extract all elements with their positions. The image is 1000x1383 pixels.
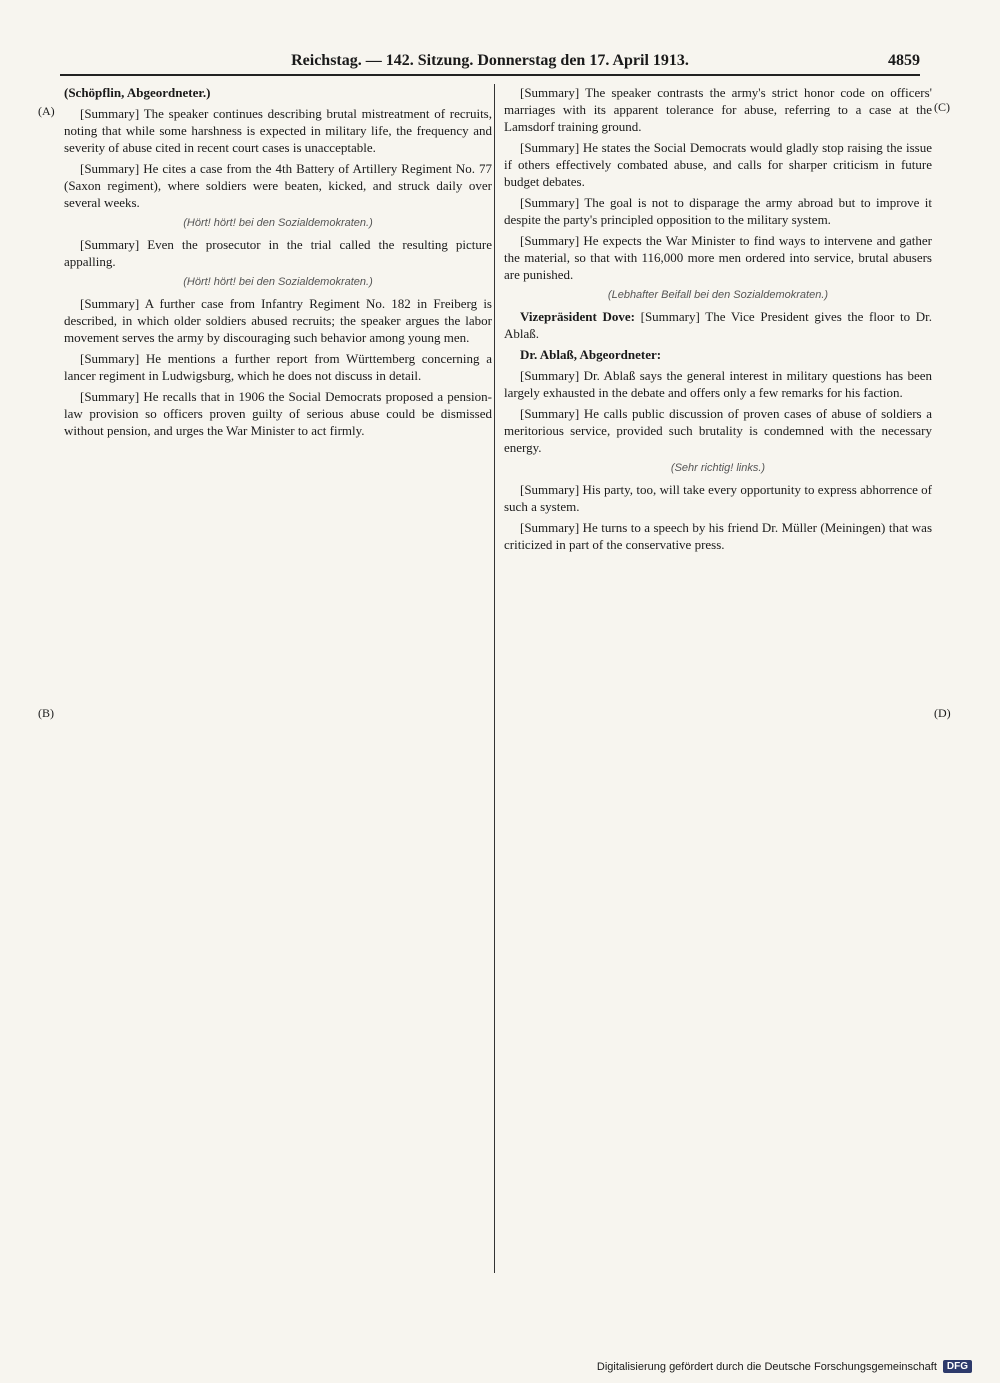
dfg-logo: DFG [943,1360,972,1373]
paragraph: [Summary] The goal is not to disparage the army abroad but to improve it despite the party's principled opposition to the military system. [504,195,932,227]
left-column [64,84,492,1273]
paragraph: [Summary] He states the Social Democrats would gladly stop raising the issue if others effectively combated abuse, and calls for sharper criticism in future budget debates. [504,140,932,189]
paragraph: [Summary] The speaker contrasts the army's strict honor code on officers' marriages with its apparent tolerance for abuse, referring to a case at the Lamsdorf training ground. [504,85,932,134]
paragraph: [Summary] He expects the War Minister to find ways to intervene and gather the material, so that with 116,000 more men ordered into service, brutal abusers are punished. [504,233,932,282]
right-column [504,84,932,1273]
vice-president-text: [Summary] The Vice President gives the floor to Dr. Ablaß. [504,309,932,341]
paragraph: [Summary] The speaker continues describing brutal mistreatment of recruits, noting that while some harshness is expected in military life, the frequency and severity of abuse cited in recent court cases is unacceptable. [64,106,492,155]
paragraph: [Summary] A further case from Infantry Regiment No. 182 in Freiberg is described, in which older soldiers abused recruits; the speaker argues the labor movement serves the army by discouraging such behavior among young men. [64,296,492,345]
paragraph: [Summary] He cites a case from the 4th Battery of Artillery Regiment No. 77 (Saxon regiment), where soldiers were beaten, kicked, and struck daily over several weeks. [64,161,492,210]
margin-mark-c: (C) [934,100,950,114]
next-speaker: Dr. Ablaß, Abgeordneter: [520,347,662,362]
paragraph: [Summary] Dr. Ablaß says the general interest in military questions has been largely exhausted in the debate and offers only a few remarks for his faction. [504,368,932,400]
header-title: Reichstag. — 142. Sitzung. Donnerstag den 17. April 1913. [291,52,689,69]
applause: (Lebhafter Beifall bei den Sozialdemokraten.) [607,289,829,301]
paragraph: [Summary] He turns to a speech by his friend Dr. Müller (Meiningen) that was criticized in part of the conservative press. [504,520,932,552]
margin-mark-b: (B) [38,706,54,720]
paragraph: [Summary] He calls public discussion of proven cases of abuse of soldiers a meritorious service, provided such brutality is condemned with the necessary energy. [504,406,932,455]
paragraph: [Summary] He mentions a further report from Württemberg concerning a lancer regiment in Ludwigsburg, which he does not discuss in detail. [64,351,492,383]
interjection: (Hört! hört! bei den Sozialdemokraten.) [183,217,373,229]
margin-mark-a: (A) [38,104,55,118]
footer [597,1360,972,1373]
page-number: 4859 [888,52,920,69]
page-header [60,50,920,76]
interjection: (Hört! hört! bei den Sozialdemokraten.) [183,276,373,288]
paragraph: [Summary] His party, too, will take every opportunity to express abhorrence of such a system. [504,482,932,514]
paragraph: [Summary] Even the prosecutor in the trial called the resulting picture appalling. [64,237,492,269]
margin-mark-d: (D) [934,706,951,720]
footer-credit: Digitalisierung gefördert durch die Deutsche Forschungsgemeinschaft [596,1360,937,1373]
paragraph: [Summary] He recalls that in 1906 the Social Democrats proposed a pension-law provision so officers proven guilty of serious abuse could be dismissed without pension, and urges the War Minister to act firmly. [64,389,492,438]
column-divider [494,84,495,1273]
speaker-continued: (Schöpflin, Abgeordneter.) [64,85,211,100]
interjection: (Sehr richtig! links.) [670,462,766,474]
vice-president-label: Vizepräsident Dove: [520,309,635,324]
